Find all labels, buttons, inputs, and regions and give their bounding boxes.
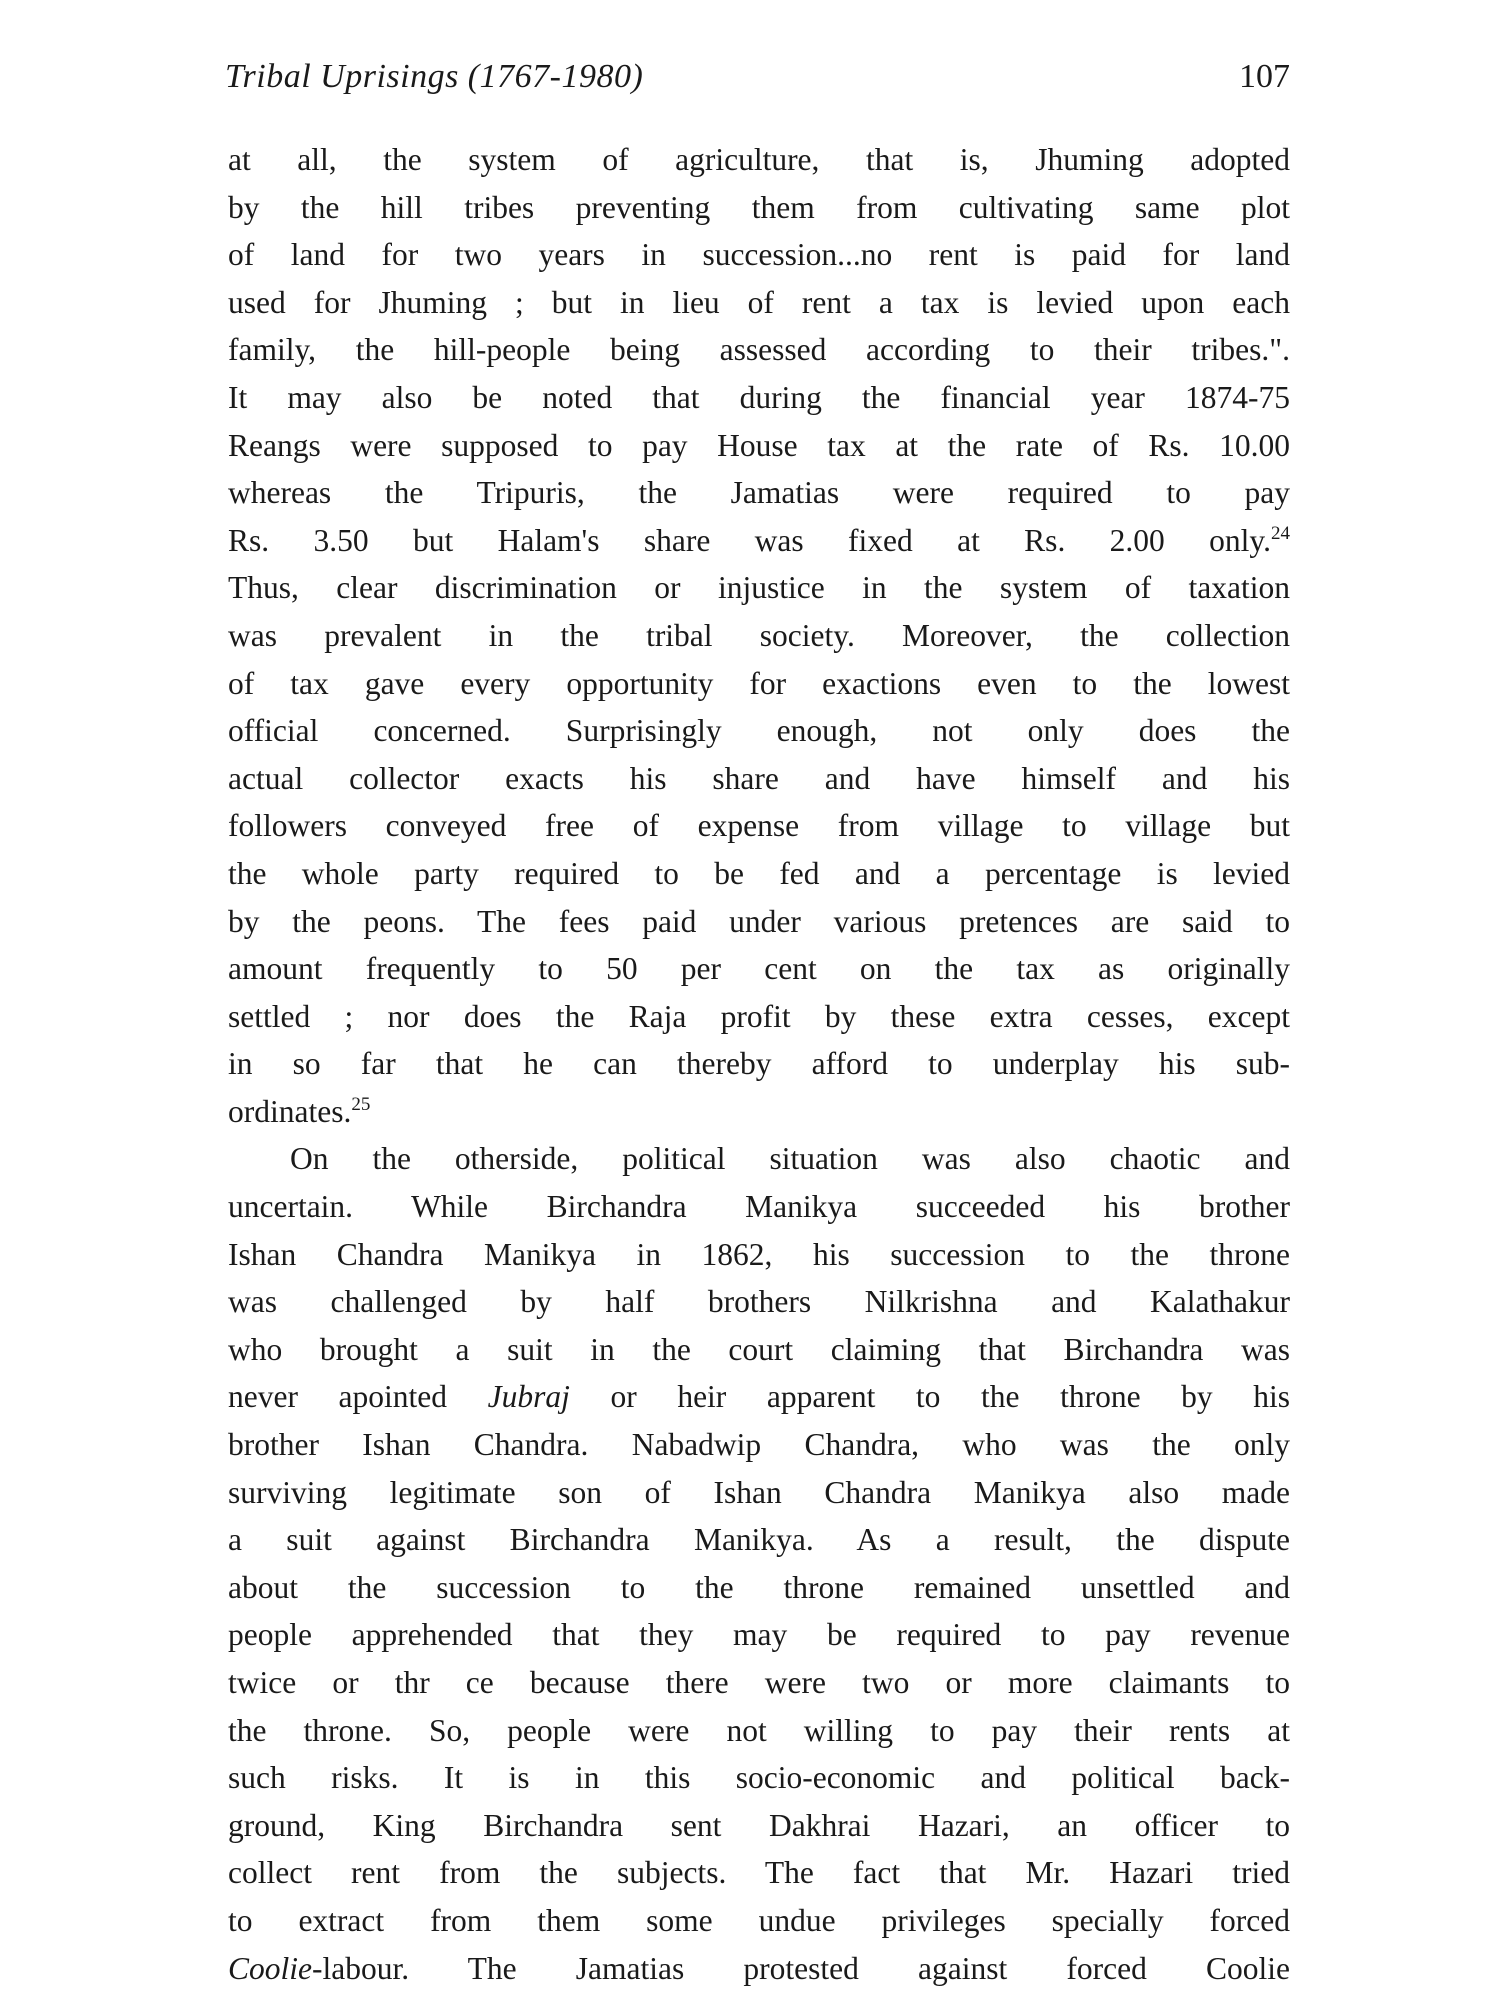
- text-line: to extract from them some undue privileges specially forced: [228, 1902, 1290, 1938]
- text-line: Ishan Chandra Manikya in 1862, his succession to the throne: [228, 1236, 1290, 1272]
- text-line: at all, the system of agriculture, that is, Jhuming adopted: [228, 142, 1290, 177]
- footnote-marker-25: 25: [351, 1093, 371, 1115]
- footnote-marker-24: 24: [1271, 522, 1290, 544]
- line-text: Rs. 3.50 but Halam's share was fixed at Rs. 2.00 only.: [228, 522, 1271, 558]
- text-line: Reangs were supposed to pay House tax at the rate of Rs. 10.00: [228, 427, 1290, 463]
- text-line: actual collector exacts his share and have himself and his: [228, 760, 1290, 796]
- text-line: a suit against Birchandra Manikya. As a result, the dispute: [228, 1522, 1290, 1558]
- text-line: It may also be noted that during the financial year 1874-75: [228, 379, 1290, 415]
- text-line: ground, King Birchandra sent Dakhrai Hazari, an officer to: [228, 1807, 1290, 1843]
- text-line-with-italic: [228, 1373, 1290, 1421]
- line-text: -labour. The Jamatias protested against forced Coolie: [312, 1950, 1290, 1986]
- text-line-with-footnote: [228, 1088, 1290, 1136]
- text-line: of land for two years in succession...no rent is paid for land: [228, 237, 1290, 273]
- text-line: On the otherside, political situation was also chaotic and: [290, 1141, 1290, 1177]
- line-text: never apointed: [228, 1379, 448, 1415]
- page-number: 107: [1239, 58, 1290, 95]
- text-line-with-footnote: [228, 517, 1290, 565]
- text-line: uncertain. While Birchandra Manikya succeeded his brother: [228, 1189, 1290, 1225]
- text-line: such risks. It is in this socio-economic and political back-: [228, 1760, 1290, 1796]
- text-line: surviving legitimate son of Ishan Chandra Manikya also made: [228, 1474, 1290, 1510]
- text-line: was prevalent in the tribal society. Moreover, the collection: [228, 617, 1290, 653]
- italic-term: Jubraj: [487, 1379, 570, 1415]
- body-text: [228, 136, 1290, 1992]
- text-line: brother Ishan Chandra. Nabadwip Chandra, who was the only: [228, 1427, 1290, 1463]
- text-line: of tax gave every opportunity for exactions even to the lowest: [228, 665, 1290, 701]
- text-line: official concerned. Surprisingly enough, not only does the: [228, 713, 1290, 749]
- page-header: [225, 58, 1290, 108]
- text-line: was challenged by half brothers Nilkrishna and Kalathakur: [228, 1284, 1290, 1320]
- text-line: by the peons. The fees paid under various pretences are said to: [228, 903, 1290, 939]
- text-line: who brought a suit in the court claiming that Birchandra was: [228, 1331, 1290, 1367]
- paragraph-2: [228, 1135, 1290, 1992]
- text-line: settled ; nor does the Raja profit by these extra cesses, except: [228, 998, 1290, 1034]
- text-line: the throne. So, people were not willing to pay their rents at: [228, 1712, 1290, 1748]
- line-text: ordinates.: [228, 1093, 352, 1129]
- line-text: or heir apparent to the throne by his: [610, 1379, 1290, 1415]
- text-line-with-italic: [228, 1945, 1290, 1993]
- text-line: amount frequently to 50 per cent on the tax as originally: [228, 951, 1290, 987]
- text-line: by the hill tribes preventing them from cultivating same plot: [228, 189, 1290, 225]
- text-line: the whole party required to be fed and a percentage is levied: [228, 855, 1290, 891]
- text-line: in so far that he can thereby afford to underplay his sub-: [228, 1046, 1290, 1082]
- text-line: followers conveyed free of expense from village to village but: [228, 808, 1290, 844]
- running-title: Tribal Uprisings (1767-1980): [225, 58, 644, 95]
- text-line: about the succession to the throne remained unsettled and: [228, 1569, 1290, 1605]
- italic-term: Coolie: [228, 1950, 312, 1986]
- text-line: used for Jhuming ; but in lieu of rent a tax is levied upon each: [228, 284, 1290, 320]
- text-line: whereas the Tripuris, the Jamatias were required to pay: [228, 475, 1290, 511]
- text-line: collect rent from the subjects. The fact that Mr. Hazari tried: [228, 1855, 1290, 1891]
- text-line: family, the hill-people being assessed according to their tribes.".: [228, 332, 1290, 368]
- paragraph-1: [228, 136, 1290, 1135]
- text-line: Thus, clear discrimination or injustice in the system of taxation: [228, 570, 1290, 606]
- text-line: people apprehended that they may be required to pay revenue: [228, 1617, 1290, 1653]
- text-line: twice or thr ce because there were two or more claimants to: [228, 1665, 1290, 1700]
